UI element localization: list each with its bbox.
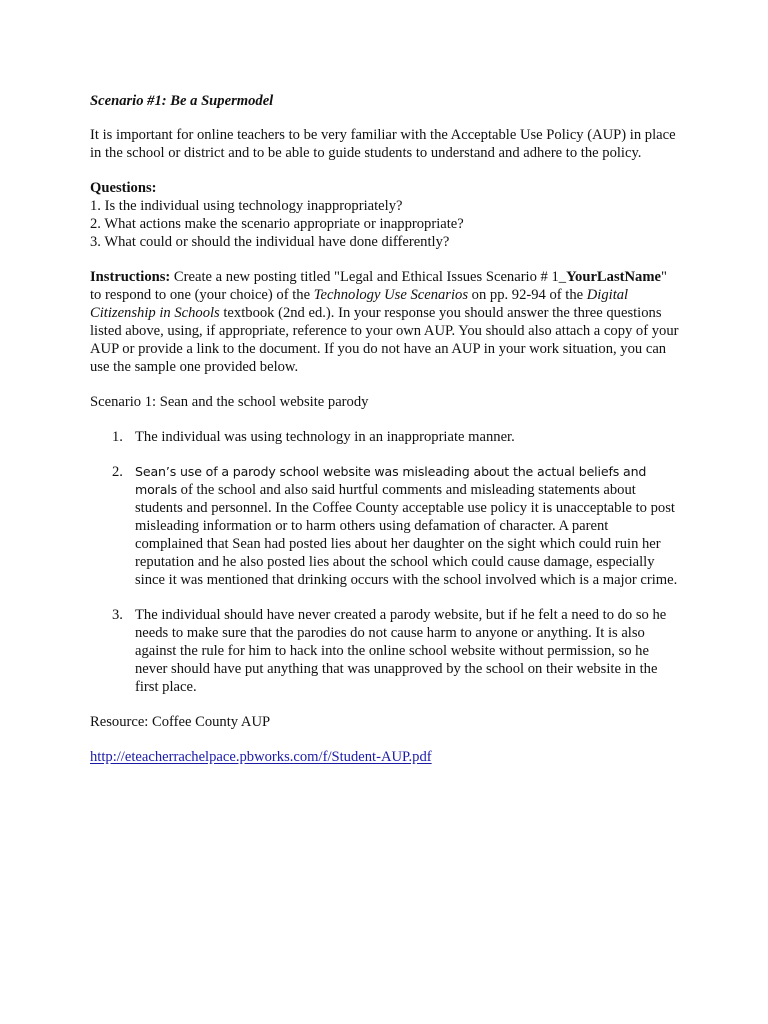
instructions-text: on pp. 92-94 of the	[468, 287, 587, 303]
instructions-text: textbook (2nd ed.). In your response you should answer the three questions listed above, using, if appropriate, reference to your own AUP. You should also attach a copy of your AUP or provide a link to the document. If you do not have an AUP in your work situation, you can use the sample one provided below.	[90, 305, 679, 375]
question-item: 3. What could or should the individual have done differently?	[90, 234, 450, 250]
answer-text: The individual was using technology in an inappropriate manner.	[135, 429, 515, 445]
question-item: 1. Is the individual using technology inappropriately?	[90, 198, 403, 214]
answer-text-first-line: Sean’s use of a parody school website was misleading about the actual beliefs and morals	[135, 464, 647, 497]
answer-text: The individual should have never created a parody website, but if he felt a need to do so he needs to make sure that the parodies do not cause harm to anyone or anything. It is also against the rule for him to hack into the online school website without permission, so he never should have put anything that was unapproved by the school on their website in the first place.	[135, 607, 667, 695]
document-page	[90, 92, 680, 766]
instructions-label: Instructions:	[90, 269, 171, 285]
intro-paragraph: It is important for online teachers to be very familiar with the Acceptable Use Policy (AUP) in place in the school or district and to be able to guide students to understand and adhere to the policy.	[90, 127, 676, 161]
instructions-paragraph	[90, 268, 680, 376]
book-section-title: Technology Use Scenarios	[313, 287, 468, 303]
questions-heading: Questions:	[90, 180, 157, 196]
answer-number: 3.	[112, 607, 123, 623]
scenario-heading: Scenario 1: Sean and the school website parody	[90, 394, 369, 410]
answer-number: 1.	[112, 429, 123, 445]
aup-link[interactable]: http://eteacherrachelpace.pbworks.com/f/Student-AUP.pdf	[90, 749, 432, 765]
questions-list	[90, 197, 680, 251]
question-item: 2. What actions make the scenario appropriate or inappropriate?	[90, 216, 464, 232]
answer-item	[90, 463, 680, 589]
resource-line: Resource: Coffee County AUP	[90, 714, 271, 730]
instructions-text: Create a new posting titled "Legal and Ethical Issues Scenario # 1_	[170, 269, 567, 285]
questions-block	[90, 179, 680, 251]
answers-list	[90, 428, 680, 696]
answer-number: 2.	[112, 464, 123, 480]
last-name-placeholder: YourLastName	[566, 269, 661, 285]
document-title: Scenario #1: Be a Supermodel	[90, 93, 274, 109]
instructions-text: " to respond to one (your choice) of the	[90, 269, 667, 303]
aup-link-line	[90, 748, 680, 766]
answer-text: of the school and also said hurtful comments and misleading statements about students and personnel. In the Coffee County acceptable use policy it is unacceptable to post misleading information or to harm others using defamation of character. A parent complained that Sean had posted lies about her daughter on the sight which could ruin her reputation and he also posted lies about the school which could cause damage, especially since it was mentioned that drinking occurs with the school involved which is a major crime.	[135, 482, 678, 588]
answer-item	[90, 428, 680, 446]
answer-item	[90, 606, 680, 696]
book-title: Digital Citizenship in Schools	[90, 287, 629, 321]
